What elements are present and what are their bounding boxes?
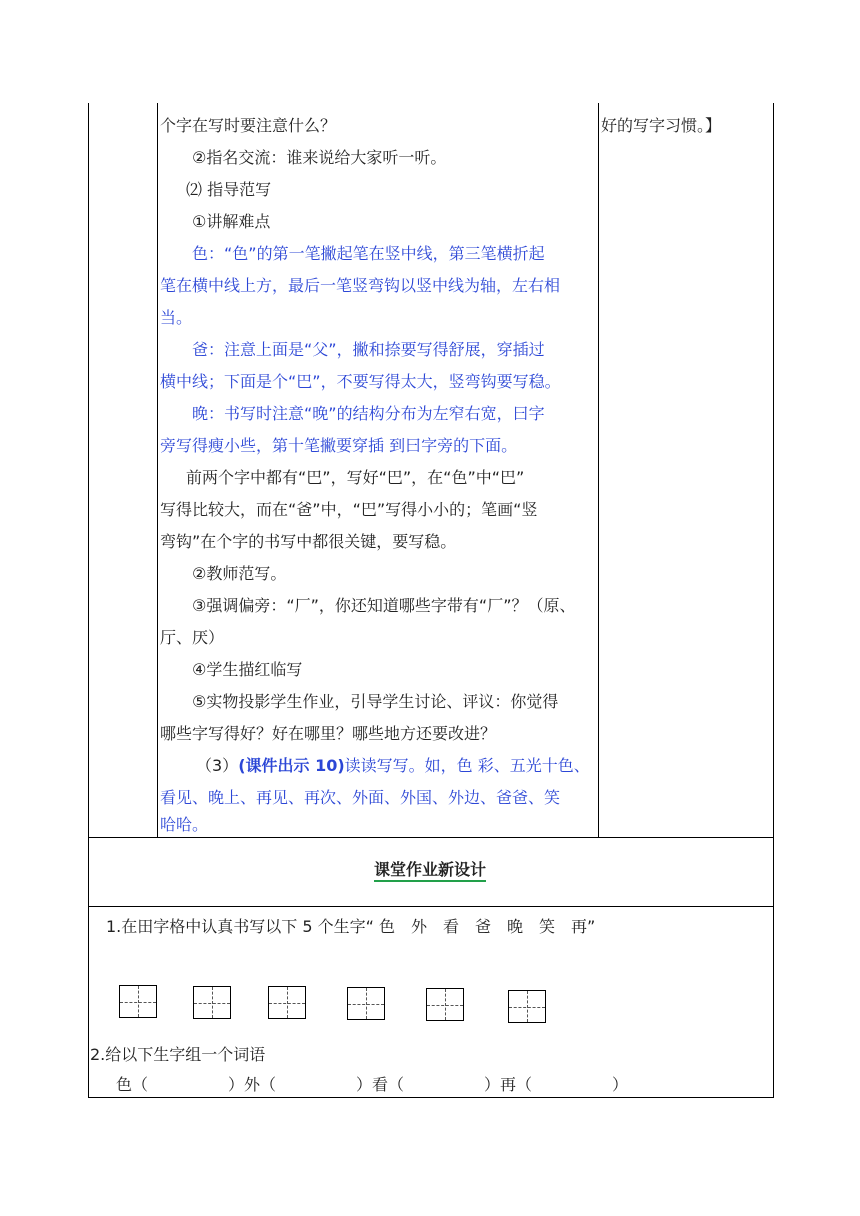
text-line: ②教师范写。 [192,564,287,583]
question-1: 1.在田字格中认真书写以下 5 个生字“ 色 外 看 爸 晚 笑 再” [106,917,596,936]
tianzige-cell[interactable] [426,988,464,1021]
text-line: 爸：注意上面是“父”，撇和捺要写得舒展，穿插过 [192,340,545,359]
tianzige-cell[interactable] [347,987,385,1020]
text-line: 笔在横中线上方，最后一笔竖弯钩以竖中线为轴，左右相 [160,276,561,295]
table-border-left [88,103,89,1098]
homework-title: 课堂作业新设计 [0,857,860,880]
note-text: 好的写字习惯。】 [601,116,722,135]
text-line: 色：“色”的第一笔撇起笔在竖中线，第三笔横折起 [192,244,545,263]
table-border-right [773,103,774,1098]
question-2: 2.给以下生字组一个词语 [90,1045,266,1064]
column-divider-left [157,103,158,837]
text-line: 前两个字中都有“巴”，写好“巴”，在“色”中“巴” [186,468,525,487]
courseware-label: (课件出示 10) [238,756,345,775]
text-line: ③强调偏旁：“厂”，你还知道哪些字带有“厂”？（原、 [192,596,576,615]
text-line: ①讲解难点 [192,212,271,231]
text-line: 哪些字写得好？好在哪里？哪些地方还要改进？ [160,724,497,743]
text-line: 晚：书写时注意“晚”的结构分布为左窄右宽，曰字 [192,404,545,423]
tianzige-cell[interactable] [193,986,231,1019]
text-line: 旁写得瘦小些，第十笔撇要穿插 到曰字旁的下面。 [160,436,518,455]
row-divider-1 [88,837,774,838]
text-line: ④学生描红临写 [192,660,303,679]
text-line: ⑤实物投影学生作业，引导学生讨论、评议：你觉得 [192,692,559,711]
row-divider-2 [88,906,774,907]
text-line: ⑵ 指导范写 [186,180,272,199]
tianzige-cell[interactable] [119,985,157,1018]
text-line: 当。 [160,308,193,327]
courseware-text: 读读写写。如，色 彩、五光十色、 [344,756,590,775]
text-line: 哈哈。 [160,815,209,834]
text-line-courseware [196,756,590,776]
text-line: 看见、晚上、再见、再次、外面、外国、外边、爸爸、笑 [160,788,561,807]
text-line: 厅、厌） [160,628,225,647]
text-line: 横中线；下面是个“巴”，不要写得太大，竖弯钩要写稳。 [160,372,561,391]
table-border-bottom [88,1097,774,1098]
tianzige-cell[interactable] [508,990,546,1023]
column-divider-right [598,103,599,837]
text-line: 弯钩”在个字的书写中都很关键，要写稳。 [160,532,457,551]
tianzige-cell[interactable] [268,986,306,1019]
question-2-blanks: 色（ ）外（ ）看（ ）再（ ） [116,1075,629,1094]
text-line: 个字在写时要注意什么？ [160,116,337,135]
text-line: 写得比较大，而在“爸”中，“巴”写得小小的；笔画“竖 [160,500,538,519]
step-number: （3） [196,756,239,775]
text-line: ②指名交流：谁来说给大家听一听。 [192,148,447,167]
